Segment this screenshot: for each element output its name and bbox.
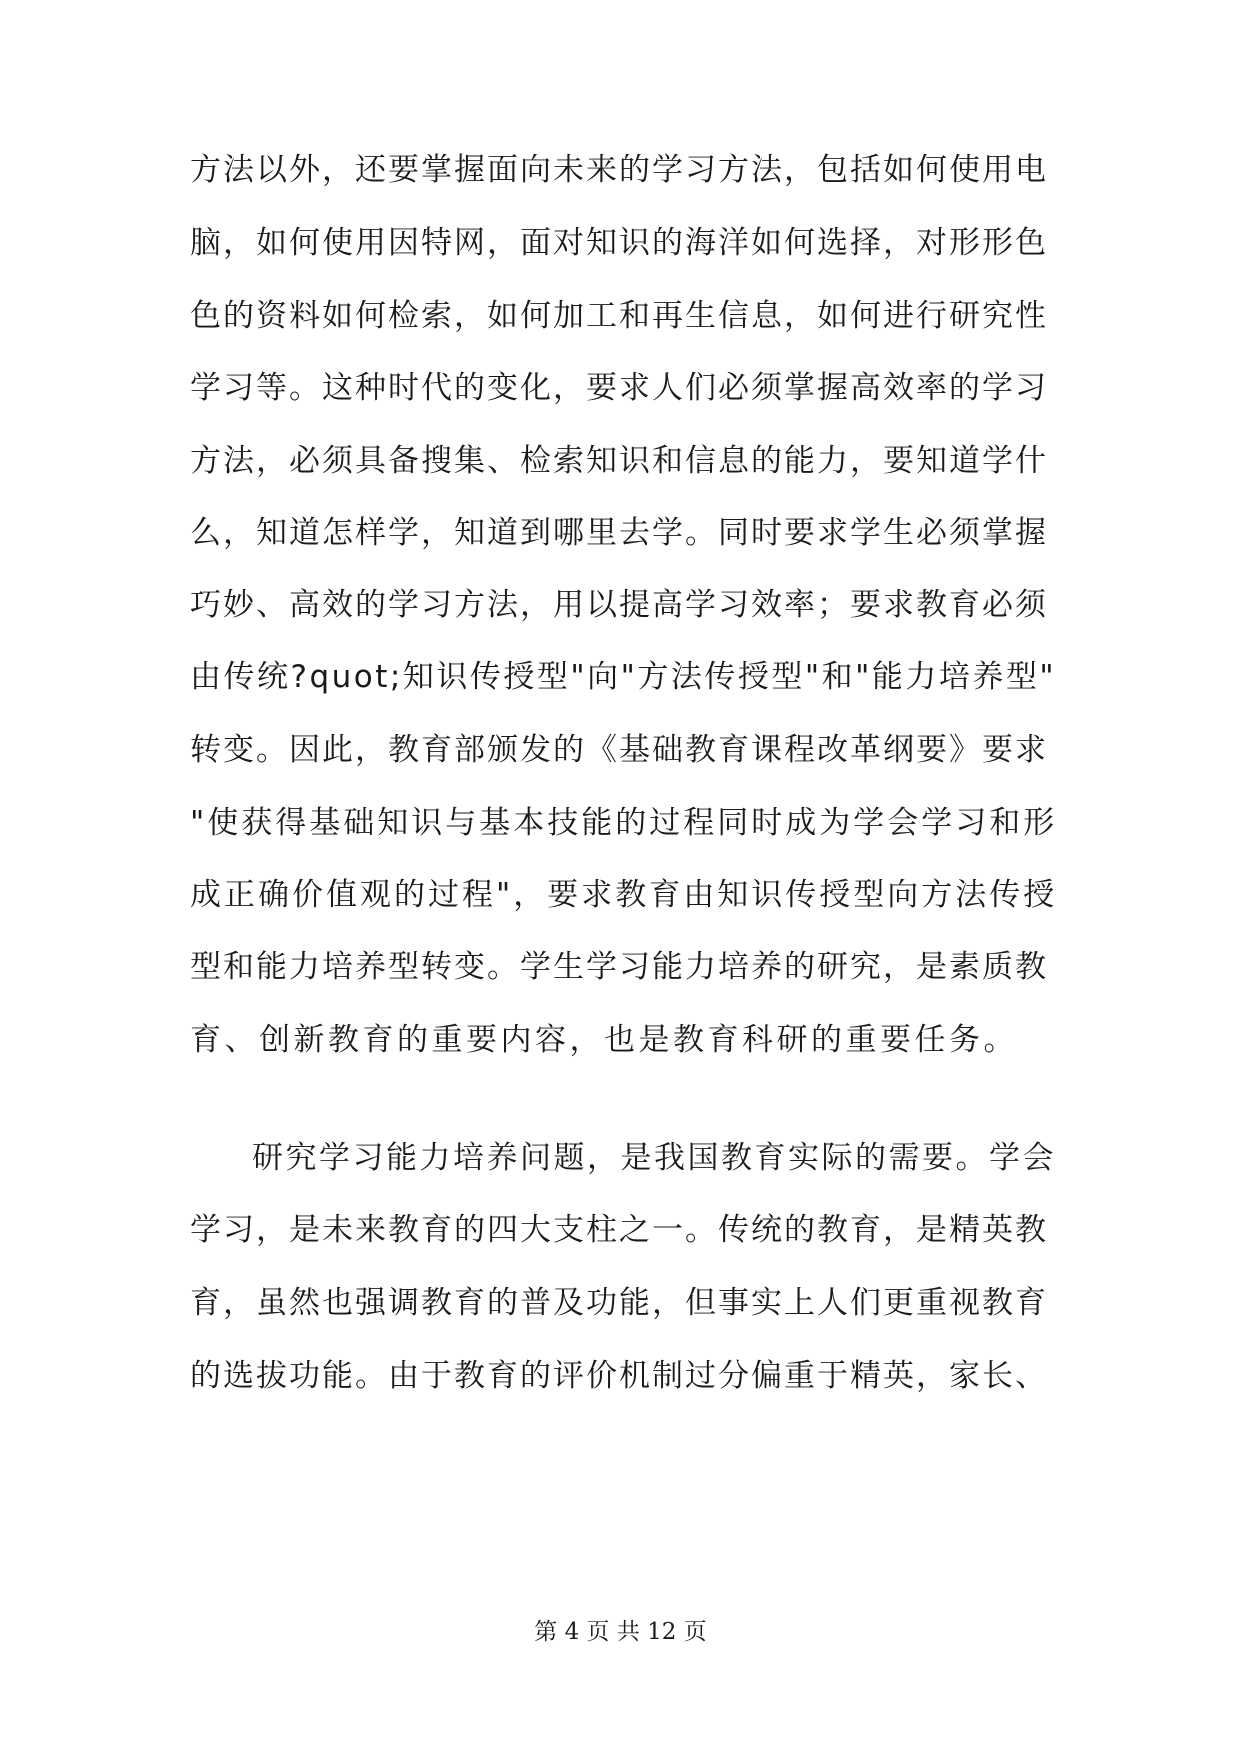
- text-line: 方法，必须具备搜集、检索知识和信息的能力，要知道学什: [190, 443, 1048, 479]
- text-line: 色的资料如何检索，如何加工和再生信息，如何进行研究性: [190, 298, 1048, 334]
- text-line: 型和能力培养型转变。学生学习能力培养的研究，是素质教: [190, 949, 1048, 985]
- text-line: 成正确价值观的过程"，要求教育由知识传授型向方法传授: [190, 877, 1058, 913]
- text-line: 研究学习能力培养问题，是我国教育实际的需要。学会: [252, 1140, 1056, 1176]
- text-line: 由传统?quot;知识传授型"向"方法传授型"和"能力培养型": [190, 659, 1057, 695]
- text-line: 巧妙、高效的学习方法，用以提高学习效率；要求教育必须: [190, 587, 1048, 623]
- text-line: 学习等。这种时代的变化，要求人们必须掌握高效率的学习: [190, 370, 1048, 406]
- text-line: 学习，是未来教育的四大支柱之一。传统的教育，是精英教: [190, 1212, 1048, 1248]
- text-line: 脑，如何使用因特网，面对知识的海洋如何选择，对形形色: [190, 225, 1048, 261]
- page-indicator: 第 4 页 共 12 页: [534, 1619, 707, 1645]
- text-line: 方法以外，还要掌握面向未来的学习方法，包括如何使用电: [190, 152, 1048, 188]
- text-line: 转变。因此，教育部颁发的《基础教育课程改革纲要》要求: [190, 732, 1048, 768]
- text-line: "使获得基础知识与基本技能的过程同时成为学会学习和形: [190, 805, 1058, 841]
- text-line: 的选拔功能。由于教育的评价机制过分偏重于精英，家长、: [190, 1358, 1048, 1394]
- text-line: 么，知道怎样学，知道到哪里去学。同时要求学生必须掌握: [190, 515, 1048, 551]
- text-line: 育、创新教育的重要内容，也是教育科研的重要任务。: [190, 1022, 1018, 1058]
- text-line: 育，虽然也强调教育的普及功能，但事实上人们更重视教育: [190, 1285, 1048, 1321]
